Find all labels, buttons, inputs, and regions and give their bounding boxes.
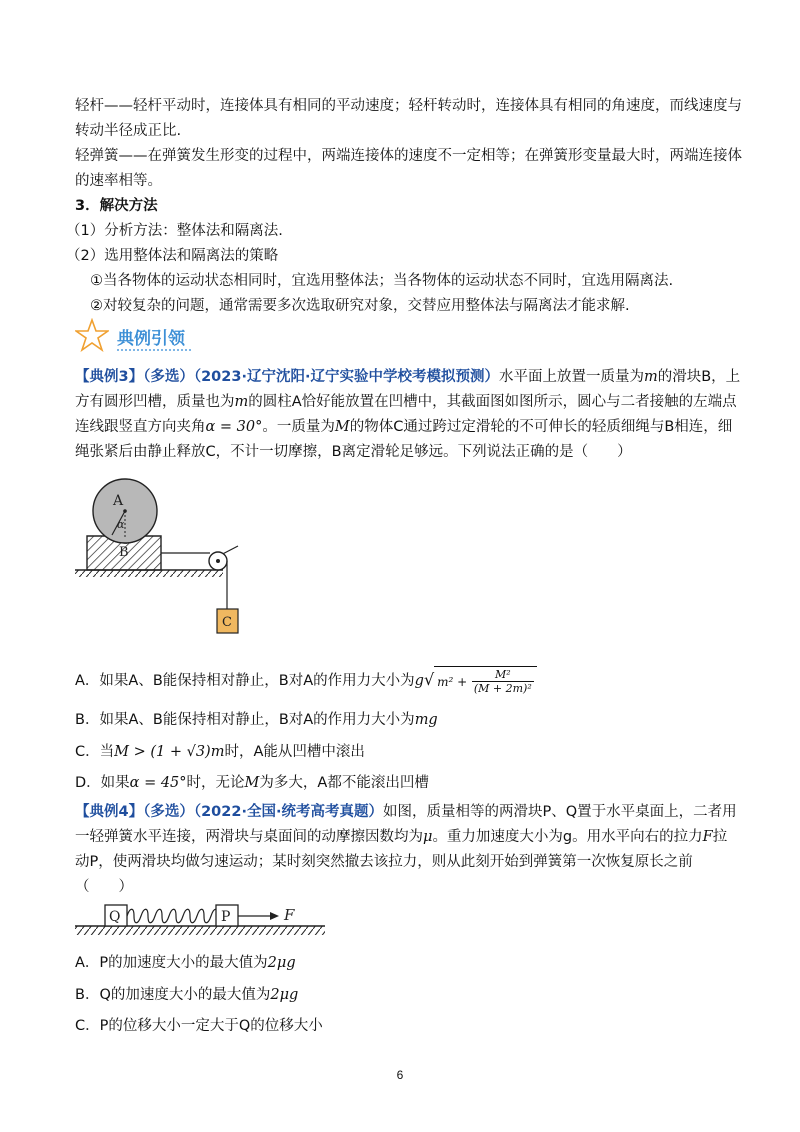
title-underline [117,349,191,351]
example3-line1 [75,365,741,389]
fraction [472,668,534,695]
option-text: B．如果A、B能保持相对静止，B对A的作用力大小为 [75,712,415,728]
text: 一轻弹簧水平连接，两滑块与桌面间的动摩擦因数均为 [75,829,423,845]
math-g: g [414,673,424,689]
option-a [75,951,735,975]
math-expr: 2μg [270,987,299,1003]
text: 。一质量为 [262,419,335,435]
math-expr: α = 45° [129,775,187,791]
text: 的物体C通过跨过定滑轮的不可伸长的轻质细绳与B相连，细 [349,419,733,435]
denominator: (M + 2m)² [473,682,532,695]
option-text: A．如果A、B能保持相对静止，B对A的作用力大小为 [75,673,415,689]
math-m: m [643,369,658,385]
example3-line2 [75,390,735,414]
section-heading: 3．解决方法 [75,198,158,214]
math-F: F [702,829,713,845]
example4-line1 [75,800,735,824]
text: 连线跟竖直方向夹角 [75,419,206,435]
option-text: 时，无论 [186,775,245,791]
text-line: 的速率相等。 [75,173,162,189]
example-type: （多选） [143,804,194,820]
text-line: （1）分析方法：整体法和隔离法. [66,223,283,239]
option-text: D．如果 [75,775,130,791]
pulley-axle [216,559,220,563]
example-type: （多选） [143,369,194,385]
option-text: A．P的加速度大小的最大值为 [75,955,268,971]
ground-hatch [75,926,325,935]
math-m: m [234,394,249,410]
text: 。重力加速度大小为g。用水平向右的拉力 [432,829,703,845]
example-source: （2023·辽宁沈阳·辽宁实验中学校考模拟预测） [193,369,499,385]
option-text: B．Q的加速度大小的最大值为 [75,987,271,1003]
star-icon [75,318,109,352]
arrow-head [270,912,279,920]
page-number: 6 [396,1068,404,1082]
example4-line4: （ ） [75,879,133,895]
text-line: （2）选用整体法和隔离法的策略 [66,248,279,264]
example3-line4: 绳张紧后由静止释放C，不计一切摩擦，B离定滑轮足够远。下列说法正确的是（ ） [75,444,632,460]
math-M: M [244,775,260,791]
option-text: 时，A能从凹槽中滚出 [224,744,365,760]
spring [127,909,220,923]
label-p: P [221,909,231,925]
numerator: M² [472,668,534,682]
example4-line3: 动P，使两滑块均做匀速运动；某时刻突然撤去该拉力，则从此刻开始到弹簧第一次恢复原长之前 [75,854,693,870]
text-line: ①当各物体的运动状态相同时，宜选用整体法；当各物体的运动状态不同时，宜选用隔离法. [90,273,674,289]
ground-hatch [75,570,223,577]
option-b [75,708,735,732]
label-c: C [222,615,232,630]
option-text: C．当 [75,744,115,760]
example-tag: 【典例4】 [75,804,144,820]
math-mu: μ [423,829,433,845]
text: 方有圆形凹槽，质量也为 [75,394,235,410]
example3-line3 [75,415,735,439]
option-d [75,771,735,795]
text: 的滑块B，上 [657,369,741,385]
section-banner [75,318,205,354]
option-a: A．如果A、B能保持相对静止，B对A的作用力大小为g√ m² + $\frac{\text{M²}}{\text{(M + 2m)²}}$ [75,665,735,697]
math-expr: mg [414,712,438,728]
label-f: F [284,906,295,924]
label-alpha: α [117,518,125,531]
text: 水平面上放置一质量为 [498,369,644,385]
option-c: C．P的位移大小一定大于Q的位移大小 [75,1018,323,1034]
math-m2: m² + [437,674,468,689]
text: 的圆柱A恰好能放置在凹槽中，其截面图如图所示，圆心与二者接触的左端点 [248,394,737,410]
text-line: 轻弹簧——在弹簧发生形变的过程中，两端连接体的速度不一定相等；在弹簧形变量最大时，两端连接体 [75,148,742,164]
example4-line2 [75,825,735,849]
section-title: 典例引领 [117,329,185,349]
label-b: B [119,545,129,560]
label-a: A [113,493,124,509]
text: 如图，质量相等的两滑块P、Q置于水平桌面上，二者用 [382,804,737,820]
label-q: Q [109,909,121,925]
sqrt-expr [434,666,537,697]
text-line: 轻杆——轻杆平动时，连接体具有相同的平动速度；轻杆转动时，连接体具有相同的角速度，而线速度与 [75,98,742,114]
math-expr: 2μg [267,955,296,971]
option-text: 为多大，A都不能滚出凹槽 [259,775,429,791]
figure-cylinder-groove [75,478,325,643]
option-c [75,740,735,764]
example-source: （2022·全国·统考高考真题） [193,804,383,820]
example-tag: 【典例3】 [75,369,144,385]
math-M: M [334,419,350,435]
math-expr: M > (1 + √3)m [114,744,225,760]
text-line: ②对较复杂的问题，通常需要多次选取研究对象，交替应用整体法与隔离法才能求解. [90,298,630,314]
math-angle: α = 30° [205,419,263,435]
text: 拉 [712,829,728,845]
option-b [75,983,735,1007]
center-dot [123,509,127,513]
figure-spring-blocks [75,902,335,942]
text-line: 转动半径成正比. [75,123,182,139]
